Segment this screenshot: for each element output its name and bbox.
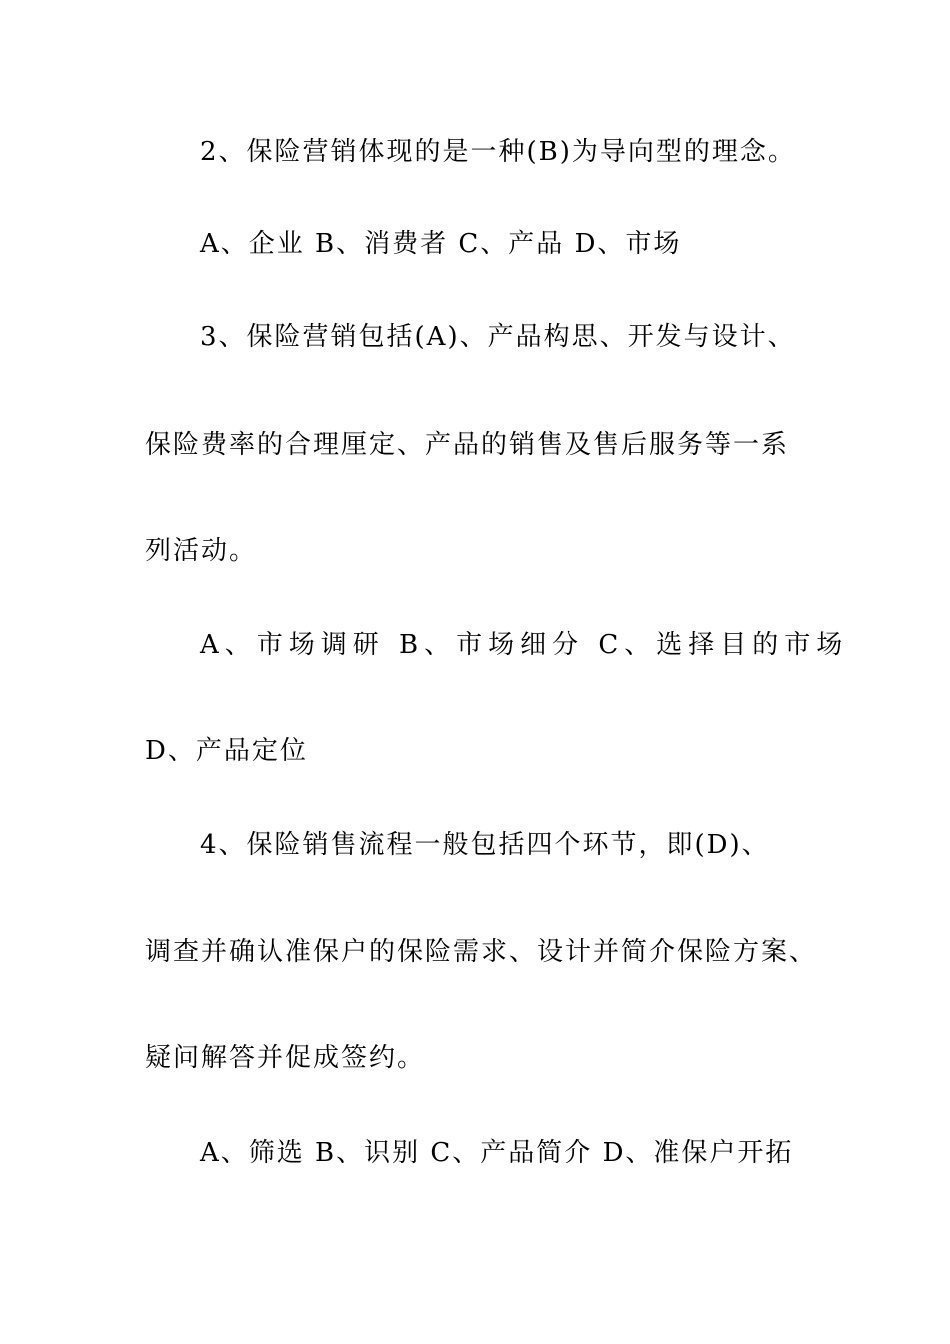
question-4-stem-line-2: 调查并确认准保户的保险需求、设计并简介保险方案、 — [145, 937, 818, 967]
question-3-options-line-2: D、产品定位 — [145, 736, 308, 766]
question-3-stem-line-3: 列活动。 — [145, 536, 258, 566]
question-3-stem-line-2: 保险费率的合理厘定、产品的销售及售后服务等一系 — [145, 430, 790, 460]
question-4-options: A、筛选 B、识别 C、产品简介 D、准保户开拓 — [200, 1138, 794, 1168]
question-3-options-line-1: A、市场调研 B、市场细分 C、选择目的市场 — [200, 630, 849, 660]
question-4-stem-line-1: 4、保险销售流程一般包括四个环节，即(D)、 — [200, 830, 770, 860]
question-3-stem-line-1: 3、保险营销包括(A)、产品构思、开发与设计、 — [200, 322, 796, 352]
question-2-stem: 2、保险营销体现的是一种(B)为导向型的理念。 — [200, 137, 796, 167]
question-4-stem-line-3: 疑问解答并促成签约。 — [145, 1043, 426, 1073]
question-2-options: A、企业 B、消费者 C、产品 D、市场 — [200, 229, 682, 259]
